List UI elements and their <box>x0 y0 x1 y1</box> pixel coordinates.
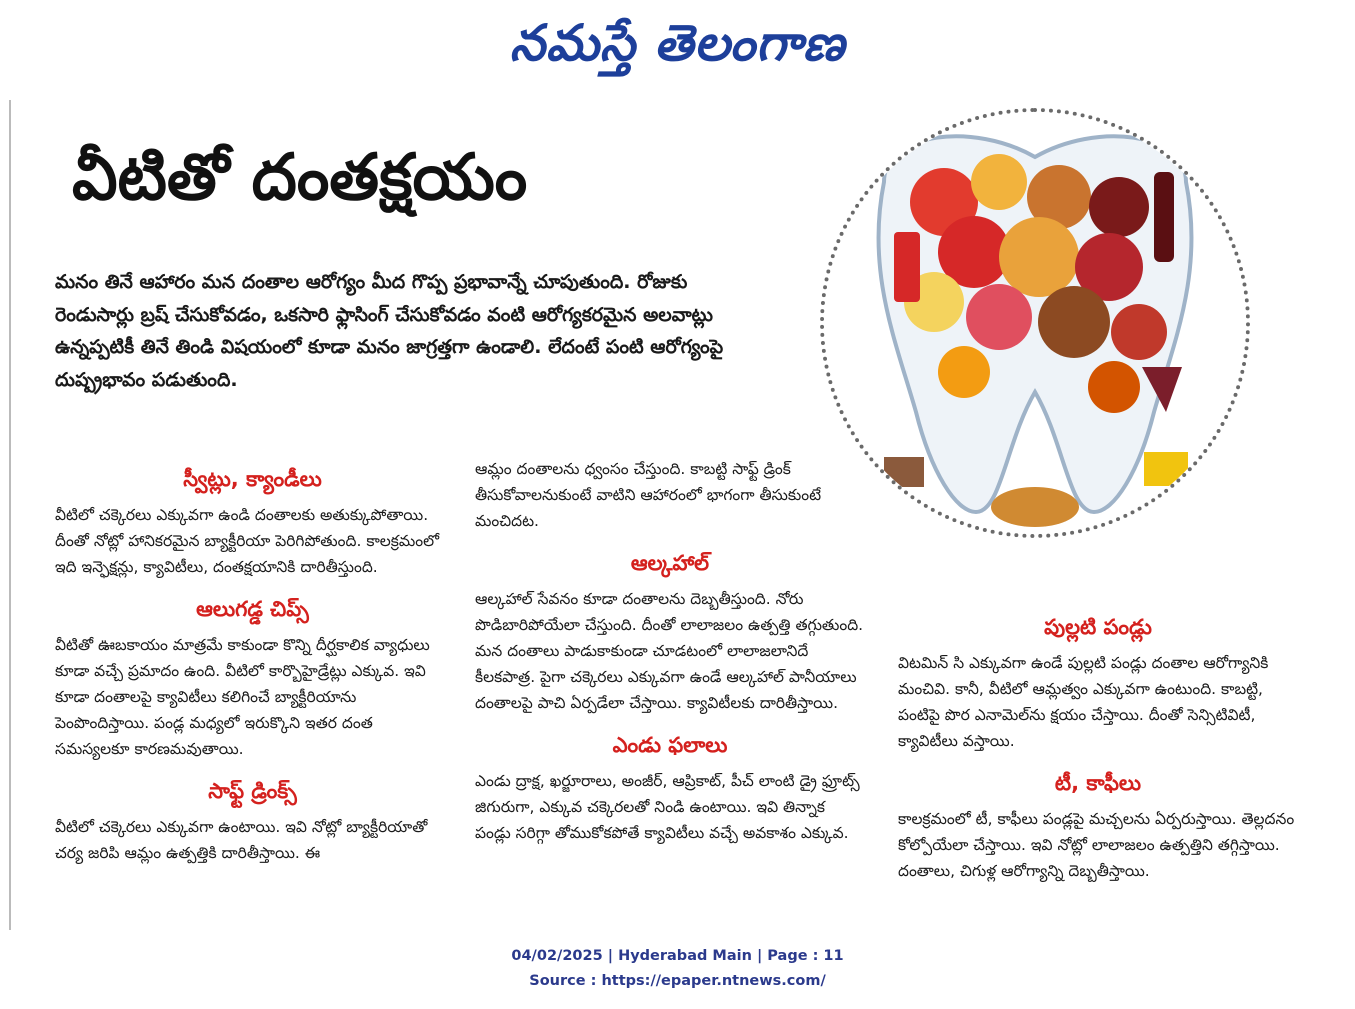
footer-edition-line: 04/02/2025 | Hyderabad Main | Page : 11 <box>511 948 844 964</box>
column-rule <box>9 100 11 930</box>
masthead-title: నమస్తే తెలంగాణ <box>509 14 846 72</box>
column-1 <box>55 464 450 866</box>
section-heading-soft-drinks: సాఫ్ట్ డ్రింక్స్ <box>208 779 297 803</box>
article-headline: వీటితో దంతక్షయం <box>72 140 528 215</box>
section-heading-tea-coffee: టీ, కాఫీలు <box>1054 771 1142 795</box>
column-2 <box>475 456 865 846</box>
section-heading-chips: ఆలుగడ్డ చిప్స్ <box>196 597 309 621</box>
section-body-soft-drinks: వీటిలో చక్కెరలు ఎక్కువగా ఉంటాయి. ఇవి నోట్లో బ్యాక్టీరియాతో చర్య జరిపి ఆమ్లం ఉత్పత్తికి దారితీస్తాయి. ఈ <box>55 818 428 862</box>
section-body-citrus: విటమిన్ సి ఎక్కువగా ఉండే పుల్లటి పండ్లు దంతాల ఆరోగ్యానికి మంచివి. కానీ, వీటిలో ఆమ్లత్వం ఎక్కువగా ఉంటుంది. కాబట్టి, పంటిపై పొర ఎనామెల్‌ను క్షయం చేస్తాయి. దీంతో సెన్సిటివిటీ, క్యావిటీలు వస్తాయి. <box>898 654 1269 750</box>
tooth-with-junk-food-illustration <box>820 108 1250 538</box>
section-heading-citrus: పుల్లటి పండ్లు <box>1044 615 1152 639</box>
section-body-soft-drinks-continued: ఆమ్లం దంతాలను ధ్వంసం చేస్తుంది. కాబట్టి సాఫ్ట్ డ్రింక్ తీసుకోవాలనుకుంటే వాటిని ఆహారంలో భాగంగా తీసుకుంటే మంచిదట. <box>475 460 822 530</box>
footer-source-line[interactable]: Source : https://epaper.ntnews.com/ <box>529 973 826 989</box>
tooth-food-icon <box>824 112 1246 534</box>
section-body-sweets: వీటిలో చక్కెరలు ఎక్కువగా ఉండి దంతాలకు అతుక్కుపోతాయి. దీంతో నోట్లో హానికరమైన బ్యాక్టీరియా పెరిగిపోతుంది. కాలక్రమంలో ఇది ఇన్ఫెక్షన్లు, క్యావిటీలు, దంతక్షయానికి దారితీస్తుంది. <box>55 506 440 576</box>
section-heading-alcohol: ఆల్కహాల్ <box>630 551 710 575</box>
article-intro <box>55 266 755 396</box>
section-heading-dry-fruits: ఎండు ఫలాలు <box>612 733 728 757</box>
section-heading-sweets: స్వీట్లు, క్యాండీలు <box>183 467 322 491</box>
column-3 <box>898 612 1298 884</box>
page-footer <box>0 944 1355 994</box>
section-body-dry-fruits: ఎండు ద్రాక్ష, ఖర్జూరాలు, అంజీర్, ఆప్రికాట్, పీచ్ లాంటి డ్రై ఫ్రూట్స్ జిగురుగా, ఎక్కువ చక్కెరలతో నిండి ఉంటాయి. ఇవి తిన్నాక పండ్లు సరిగ్గా తోముకోకపోతే క్యావిటీలు వచ్చే అవకాశం ఎక్కువ. <box>475 772 860 842</box>
section-body-chips: వీటితో ఊబకాయం మాత్రమే కాకుండా కొన్ని దీర్ఘకాలిక వ్యాధులు కూడా వచ్చే ప్రమాదం ఉంది. వీటిలో కార్బొహైడ్రేట్లు ఎక్కువ. ఇవి కూడా దంతాలపై క్యావిటీలు కలిగించే బ్యాక్టీరియాను పెంపొందిస్తాయి. పండ్ల మధ్యలో ఇరుక్కొని ఇతర దంత సమస్యలకూ కారణమవుతాయి. <box>55 636 430 758</box>
section-body-tea-coffee: కాలక్రమంలో టీ, కాఫీలు పండ్లపై మచ్చలను ఏర్పరుస్తాయి. తెల్లదనం కోల్పోయేలా చేస్తాయి. ఇవి నోట్లో లాలాజలం ఉత్పత్తిని తగ్గిస్తాయి. దంతాలు, చిగుళ్ల ఆరోగ్యాన్ని దెబ్బతీస్తాయి. <box>898 810 1295 880</box>
intro-text: మనం తినే ఆహారం మన దంతాల ఆరోగ్యం మీద గొప్ప ప్రభావాన్నే చూపుతుంది. రోజుకు రెండుసార్లు బ్రష్ చేసుకోవడం, ఒకసారి ఫ్లాసింగ్ చేసుకోవడం వంటి ఆరోగ్యకరమైన అలవాట్లు ఉన్నప్పటికీ తినే తిండి విషయంలో కూడా మనం జాగ్రత్తగా ఉండాలి. లేదంటే పంటి ఆరోగ్యంపై దుష్ప్రభావం పడుతుంది. <box>55 271 724 391</box>
section-body-alcohol: ఆల్కహాల్ సేవనం కూడా దంతాలను దెబ్బతీస్తుంది. నోరు పొడిబారిపోయేలా చేస్తుంది. దీంతో లాలాజలం ఉత్పత్తి తగ్గుతుంది. మన దంతాలు పాడుకాకుండా చూడటంలో లాలాజలానిదే కీలకపాత్ర. పైగా చక్కెరలు ఎక్కువగా ఉండే ఆల్కహాల్ పానీయాలు దంతాలపై పాచి ఏర్పడేలా చేస్తాయి. క్యావిటీలకు దారితీస్తాయి. <box>475 590 864 712</box>
